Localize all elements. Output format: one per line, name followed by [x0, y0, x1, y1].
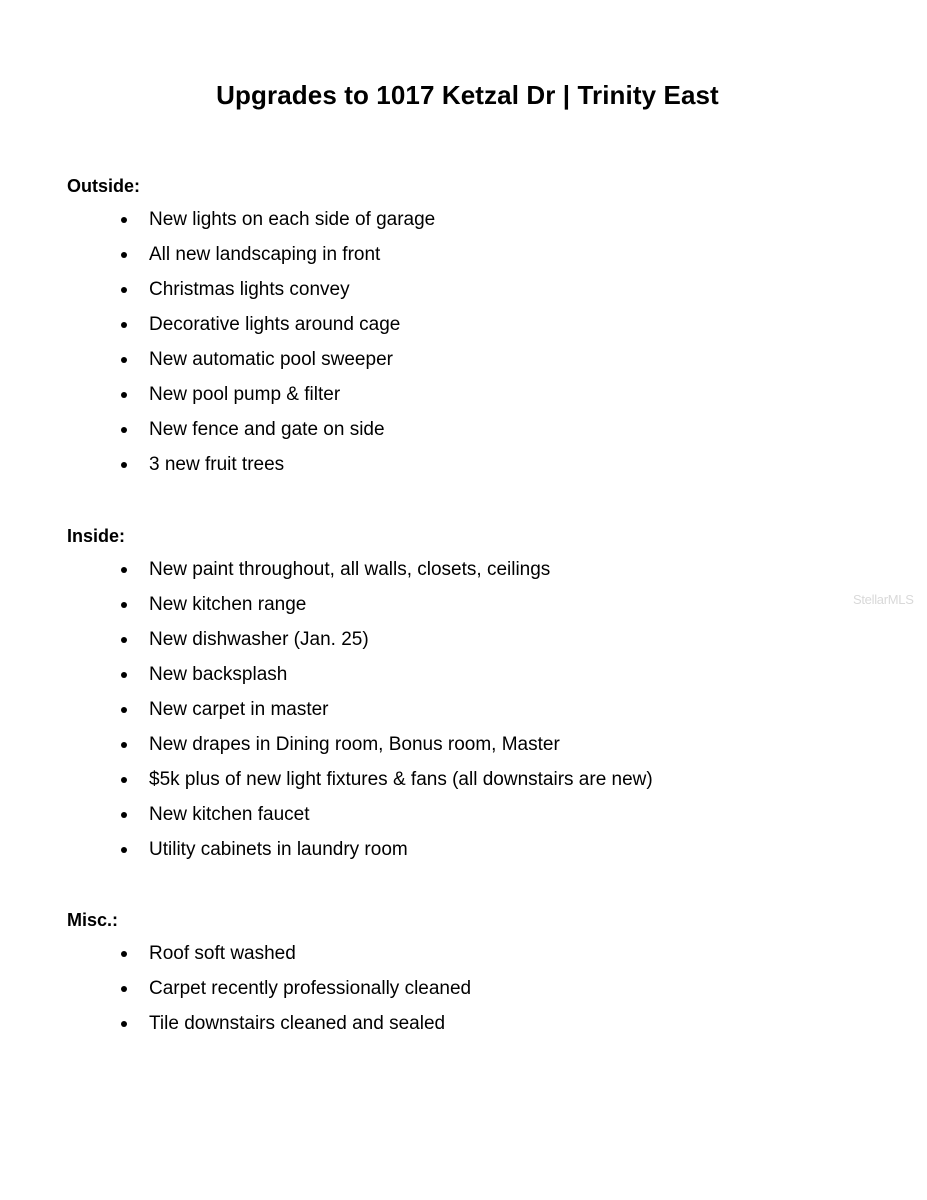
list-item-text: 3 new fruit trees — [149, 454, 285, 475]
list-item — [67, 942, 887, 977]
page-title: Upgrades to 1017 Ketzal Dr | Trinity East — [216, 80, 719, 110]
list-item-text: Decorative lights around cage — [149, 314, 401, 335]
list-item — [67, 453, 887, 488]
list-item — [67, 558, 887, 593]
list-item-text: New kitchen range — [149, 594, 307, 615]
list-item-text: New drapes in Dining room, Bonus room, Master — [149, 734, 560, 755]
bullet-icon — [121, 742, 127, 748]
list-item-text: New automatic pool sweeper — [149, 349, 393, 370]
bullet-icon — [121, 462, 127, 468]
list-item — [67, 768, 887, 803]
list-item — [67, 663, 887, 698]
list-item — [67, 278, 887, 313]
list-item — [67, 208, 887, 243]
section-heading-misc: Misc.: — [67, 910, 119, 930]
section-inside — [67, 524, 887, 873]
list-item — [67, 1012, 887, 1047]
bullet-icon — [121, 567, 127, 573]
bullet-icon — [121, 252, 127, 258]
list-item-text: New backsplash — [149, 664, 288, 685]
list-item-text: New lights on each side of garage — [149, 209, 436, 230]
bullet-icon — [121, 602, 127, 608]
list-item-text: New fence and gate on side — [149, 419, 385, 440]
bullet-icon — [121, 287, 127, 293]
list-item — [67, 803, 887, 838]
bullet-icon — [121, 392, 127, 398]
list-item-text: New kitchen faucet — [149, 804, 310, 825]
misc-list — [67, 942, 887, 1047]
bullet-icon — [121, 986, 127, 992]
list-item-text: Carpet recently professionally cleaned — [149, 978, 472, 999]
list-item — [67, 977, 887, 1012]
bullet-icon — [121, 217, 127, 223]
list-item — [67, 698, 887, 733]
list-item-text: All new landscaping in front — [149, 244, 381, 265]
list-item-text: $5k plus of new light fixtures & fans (all downstairs are new) — [149, 769, 653, 790]
bullet-icon — [121, 812, 127, 818]
list-item — [67, 418, 887, 453]
list-item-text: Christmas lights convey — [149, 279, 350, 300]
list-item — [67, 313, 887, 348]
list-item — [67, 383, 887, 418]
list-item — [67, 628, 887, 663]
list-item-text: New carpet in master — [149, 699, 329, 720]
list-item — [67, 733, 887, 768]
section-misc — [67, 908, 887, 1047]
bullet-icon — [121, 357, 127, 363]
section-heading-outside: Outside: — [67, 176, 141, 196]
list-item-text: New paint throughout, all walls, closets, ceilings — [149, 559, 551, 580]
bullet-icon — [121, 672, 127, 678]
inside-list — [67, 558, 887, 873]
section-outside — [67, 174, 887, 488]
list-item — [67, 243, 887, 278]
bullet-icon — [121, 322, 127, 328]
section-heading-inside: Inside: — [67, 526, 126, 546]
list-item-text: Roof soft washed — [149, 943, 296, 964]
bullet-icon — [121, 637, 127, 643]
bullet-icon — [121, 707, 127, 713]
bullet-icon — [121, 847, 127, 853]
watermark: StellarMLS — [853, 592, 914, 607]
list-item-text: Tile downstairs cleaned and sealed — [149, 1013, 446, 1034]
list-item-text: New pool pump & filter — [149, 384, 341, 405]
bullet-icon — [121, 427, 127, 433]
bullet-icon — [121, 1021, 127, 1027]
outside-list — [67, 208, 887, 488]
list-item — [67, 348, 887, 383]
bullet-icon — [121, 951, 127, 957]
list-item-text: New dishwasher (Jan. 25) — [149, 629, 369, 650]
list-item-text: Utility cabinets in laundry room — [149, 839, 408, 860]
list-item — [67, 838, 887, 873]
bullet-icon — [121, 777, 127, 783]
list-item — [67, 593, 887, 628]
